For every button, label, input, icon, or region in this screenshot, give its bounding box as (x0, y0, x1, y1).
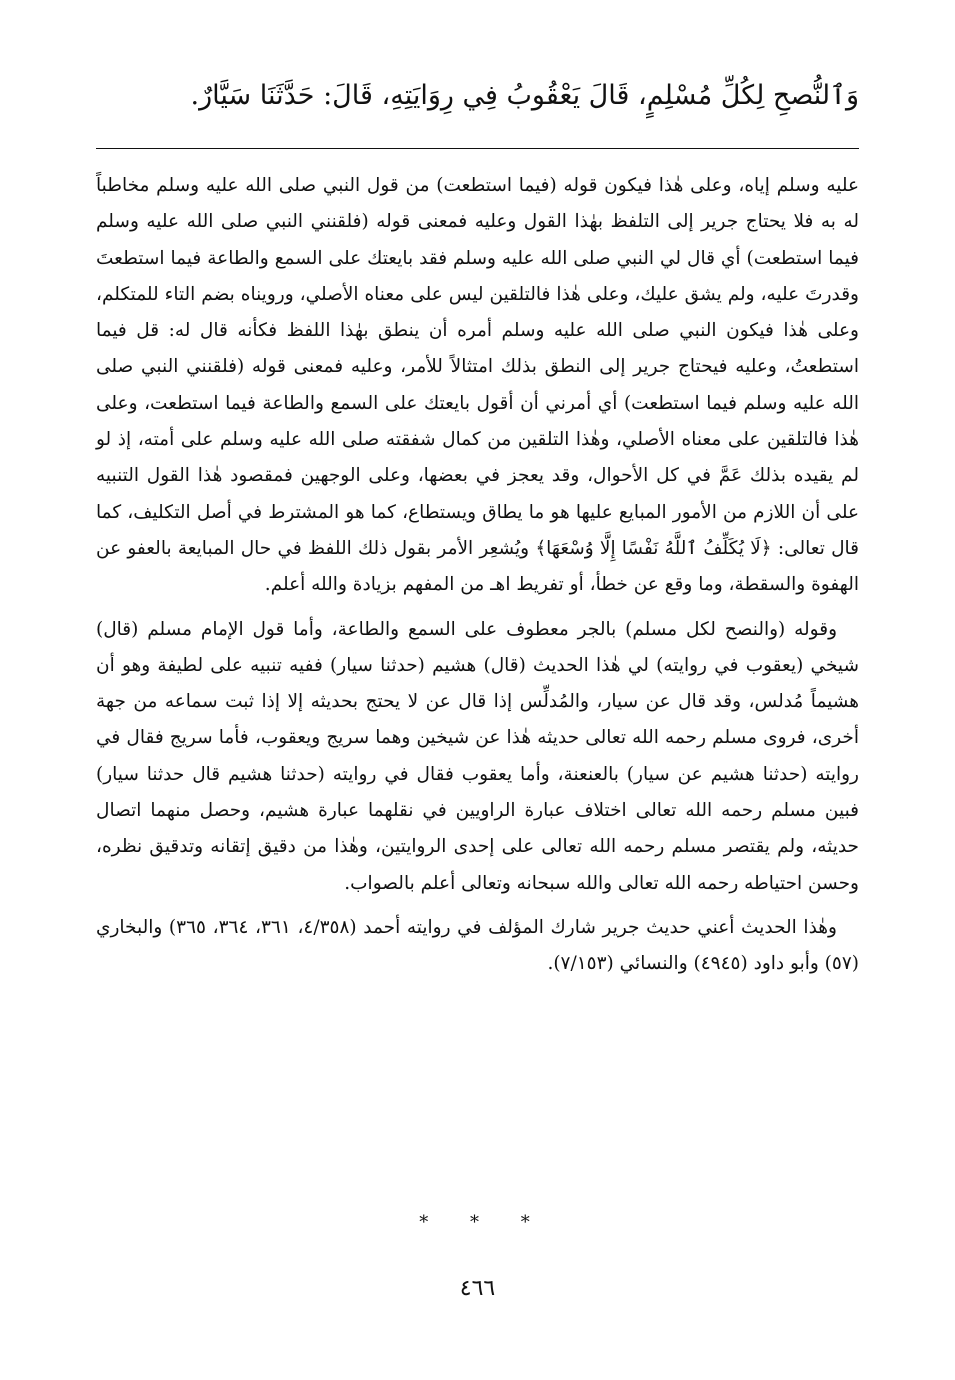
commentary-paragraph-1: عليه وسلم إياه، وعلى هٰذا فيكون قوله (فيما استطعت) من قول النبي صلى الله عليه وسلم مخاطباً له به فلا يحتاج جرير إلى التلفظ بهٰذا القول وعليه فمعنى قوله (فلقنني النبي صلى الله عليه وسلم فيما استطعت) أي قال لي النبي صلى الله عليه وسلم فقد بايعتك على السمع والطاعة فيما استطعتَ وقدرتَ عليه، ولم يشق عليك، وعلى هٰذا فالتلقين ليس على معناه الأصلي، ورويناه بضم التاء للمتكلم، وعلى هٰذا فيكون النبي صلى الله عليه وسلم أمره أن ينطق بهٰذا اللفظ فكأنه قال له: قل فيما استطعتُ، وعليه فيحتاج جرير إلى النطق بذلك امتثالاً للأمر، وعليه فمعنى قوله (فلقنني النبي صلى الله عليه وسلم فيما استطعت) أي أمرني أن أقول بايعتك على السمع والطاعة فيما استطعت، وعلى هٰذا فالتلقين على معناه الأصلي، وهٰذا التلقين من كمال شفقته صلى الله عليه وسلم على أمته، إذ لو لم يقيده بذلك عَمَّ في كل الأحوال، وقد يعجز في بعضها، وعلى الوجهين فمقصود هٰذا القول التنبيه على أن اللازم من الأمور المبايع عليها هو ما يطاق ويستطاع، كما هو المشترط في أصل التكليف، كما قال تعالى: ﴿لَا يُكَلِّفُ ٱللَّهُ نَفْسًا إِلَّا وُسْعَهَا﴾ ويُشعِر الأمر بقول ذلك اللفظ في حال المبايعة بالعفو عن الهفوة والسقطة، وما وقع عن خطأ، أو تفريط اهـ من المفهم بزيادة والله أعلم. (96, 175, 859, 596)
hadith-text-line: وَٱلنُّصحِ لِكُلِّ مُسْلِمٍ، قَالَ يَعْقُوبُ فِي رِوَايَتِهِ، قَالَ: حَدَّثَنَا سَيَّارٌ. (190, 80, 859, 111)
separator-star: * (520, 1212, 536, 1233)
separator-star: * (470, 1212, 485, 1233)
commentary-paragraph-2: وقوله (والنصح لكل مسلم) بالجر معطوف على السمع والطاعة، وأما قول الإمام مسلم (قال) شيخي (يعقوب في روايته) لي هٰذا الحديث (قال) هشيم (حدثنا سيار) ففيه تنبيه على لطيفة وهو أن هشيماً مُدلس، وقد قال عن سيار، والمُدلِّس إذا قال عن لا يحتج بحديثه إلا إذا ثبت سماعه من جهة أخرى، فروى مسلم رحمه الله تعالى حديثه هٰذا عن شيخين وهما سريج ويعقوب، فأما سريج فقال في روايته (حدثنا هشيم عن سيار) بالعنعنة، وأما يعقوب فقال في روايته (حدثنا هشيم قال حدثنا سيار) فبين مسلم رحمه الله تعالى اختلاف عبارة الراويين في نقلهما عبارة هشيم، وحصل منهما اتصال حديثه، ولم يقتصر مسلم رحمه الله تعالى على إحدى الروايتين، وهٰذا من دقيق إتقانه وتدقيق نظره، وحسن احتياطه رحمه الله تعالى والله سبحانه وتعالى أعلم بالصواب. (96, 618, 859, 894)
separator-star: * (419, 1212, 435, 1233)
section-divider (96, 148, 859, 149)
section-separator-stars (96, 1208, 859, 1238)
commentary-paragraph-3: وهٰذا الحديث أعني حديث جرير شارك المؤلف في روايته أحمد (٤/٣٥٨، ٣٦١، ٣٦٤، ٣٦٥) والبخاري (٥٧) وأبو داود (٤٩٤٥) والنسائي (٧/١٥٣). (96, 916, 859, 975)
page-number: ٤٦٦ (459, 1276, 496, 1301)
commentary-body (96, 168, 859, 983)
